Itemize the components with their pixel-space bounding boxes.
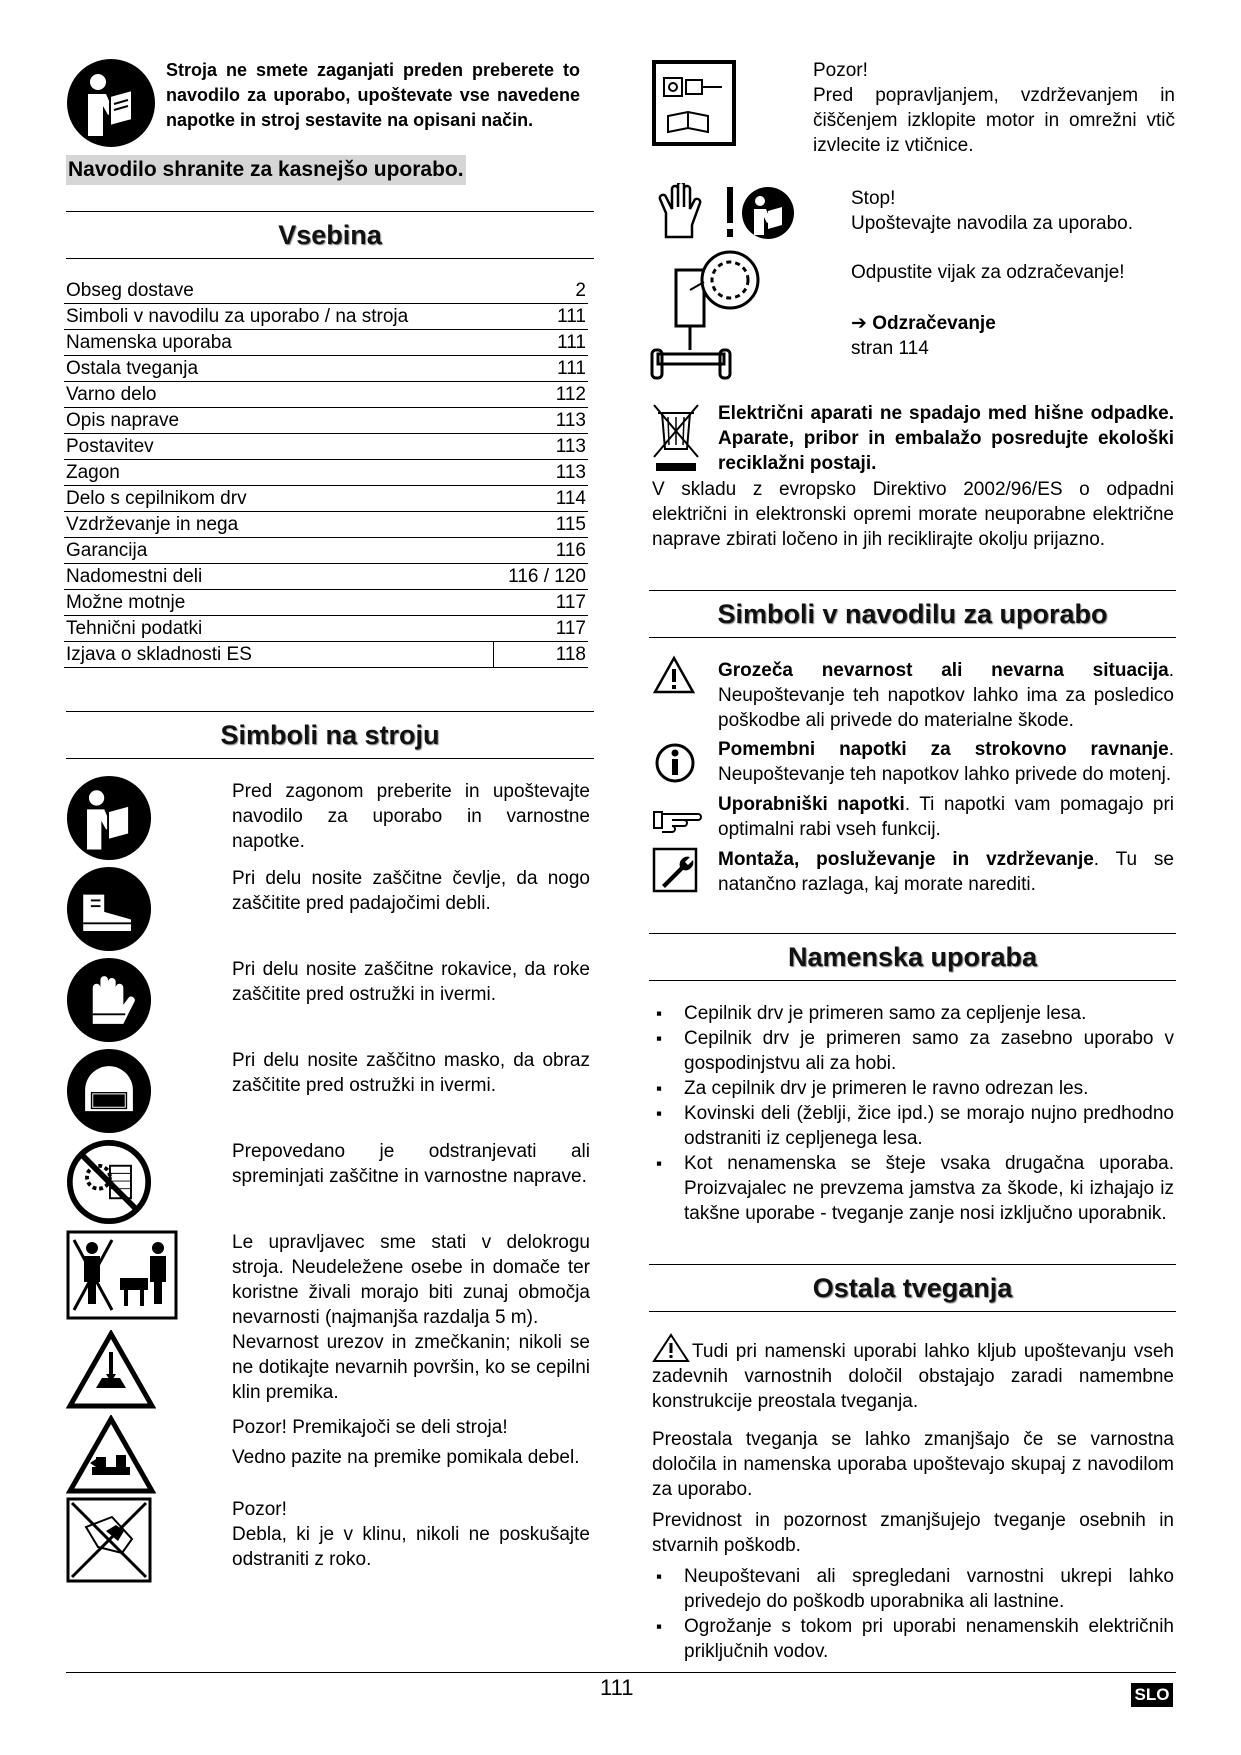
contents-label: Možne motnje bbox=[64, 590, 494, 616]
contents-page: 113 bbox=[494, 460, 589, 486]
intended-use-title: Namenska uporaba bbox=[649, 933, 1176, 981]
area-text: Le upravljavec sme stati v delokrogu stroja. Neudeležene osebe in domače ter koristne živali morajo biti zunaj območja nevarnosti (najmanjša razdalja 5 m). bbox=[232, 1232, 590, 1328]
wedge-text-2: Debla, ki je v klinu, nikoli ne poskušajte odstraniti z roko. bbox=[232, 1524, 590, 1570]
cut-text: Nevarnost urezov in zmečkanin; nikoli se ne dotikajte nevarnih površin, ko se cepilni klin premika. bbox=[232, 1332, 590, 1403]
cut-hazard-icon bbox=[66, 1330, 156, 1410]
contents-row bbox=[64, 434, 588, 460]
contents-row bbox=[64, 356, 588, 382]
list-item: ▪ Kot nenamenska se šteje vsaka drugačna uporaba. Proizvajalec ne prevzema jamstva za škode, ki izhajajo iz takšne uporabe - tveganje zanje nosi izključno uporabnik. bbox=[652, 1151, 1174, 1226]
contents-label: Garancija bbox=[64, 538, 494, 564]
contents-label: Vzdrževanje in nega bbox=[64, 512, 494, 538]
residual-list bbox=[652, 1564, 1174, 1664]
list-item: ▪ Kovinski deli (žeblji, žice ipd.) se morajo nujno predhodno odstraniti iz cepljenega lesa. bbox=[652, 1101, 1174, 1151]
contents-label: Zagon bbox=[64, 460, 494, 486]
gloves-icon bbox=[66, 957, 152, 1043]
weee-bold-text: Električni aparati ne spadajo med hišne odpadke. Aparate, pribor in embalažo posredujte ekološki reciklažni postaji. bbox=[718, 403, 1174, 474]
stop-text-1: Stop! bbox=[851, 188, 896, 209]
contents-label: Nadomestni deli bbox=[64, 564, 494, 590]
shoes-text: Pri delu nosite zaščitne čevlje, da nogo zaščitite pred padajočimi debli. bbox=[232, 868, 590, 914]
manual-symbols-title: Simboli v navodilu za uporabo bbox=[649, 590, 1176, 638]
list-item: ▪ Cepilnik drv je primeren samo za zasebno uporabo v gospodinjstvu ali za hobi. bbox=[652, 1026, 1174, 1076]
unplug-text-1: Pozor! bbox=[813, 60, 868, 81]
contents-label: Obseg dostave bbox=[64, 278, 494, 304]
info-text: Pomembni napotki za strokovno ravnanje. Neupoštevanje teh napotkov lahko privede do motenj. bbox=[718, 739, 1174, 785]
contents-page: 113 bbox=[494, 408, 589, 434]
read-manual-icon bbox=[66, 775, 152, 861]
contents-label: Tehnični podatki bbox=[64, 616, 494, 642]
contents-row bbox=[64, 278, 588, 304]
contents-page: 111 bbox=[494, 304, 589, 330]
weee-bin-icon bbox=[652, 401, 700, 475]
language-badge: SLO bbox=[1131, 1683, 1173, 1707]
list-item: ▪ Za cepilnik drv je primeren le ravno odrezan les. bbox=[652, 1076, 1174, 1101]
symbol-row-no-remove bbox=[66, 1139, 590, 1229]
no-hand-removal-icon bbox=[66, 1497, 152, 1583]
contents-row bbox=[64, 408, 588, 434]
contents-row bbox=[64, 486, 588, 512]
no-remove-guards-icon bbox=[66, 1139, 152, 1225]
contents-page: 118 bbox=[494, 642, 589, 668]
keep-distance-icon bbox=[66, 1230, 178, 1320]
contents-table bbox=[64, 278, 588, 668]
weee-text: V skladu z evropsko Direktivo 2002/96/ES o odpadni električni in elektronski opremi morate neuporabne električne naprave zbirati ločeno in jih reciklirajte okolju prijazno. bbox=[652, 479, 1174, 550]
gloves-text: Pri delu nosite zaščitne rokavice, da roke zaščitite pred ostružki in ivermi. bbox=[232, 959, 590, 1005]
contents-label: Ostala tveganja bbox=[64, 356, 494, 382]
contents-row bbox=[64, 382, 588, 408]
contents-row bbox=[64, 538, 588, 564]
moving-text-1: Pozor! Premikajoči se deli stroja! bbox=[232, 1417, 508, 1438]
contents-page: 111 bbox=[494, 356, 589, 382]
vent-screw-icon bbox=[650, 250, 762, 380]
danger-triangle-icon bbox=[652, 655, 696, 695]
contents-row bbox=[64, 564, 588, 590]
list-item: ▪ Ogrožanje s tokom pri uporabi nenamenskih električnih priključnih vodov. bbox=[652, 1614, 1174, 1664]
wedge-text-1: Pozor! bbox=[232, 1499, 287, 1520]
keep-manual-note: Navodilo shranite za kasnejšo uporabo. bbox=[66, 155, 466, 185]
moving-parts-icon bbox=[66, 1415, 156, 1495]
residual-risks-title: Ostala tveganja bbox=[649, 1264, 1176, 1312]
contents-row bbox=[64, 512, 588, 538]
symbol-row-cut bbox=[66, 1330, 590, 1410]
vent-reference: ➔ Odzračevanje bbox=[851, 313, 996, 334]
contents-row bbox=[64, 590, 588, 616]
intro-warning-text: Stroja ne smete zaganjati preden preberete to navodilo za uporabo, upoštevate vse navedene napotke in stroj sestavite na opisani način. bbox=[166, 60, 580, 130]
contents-label: Opis naprave bbox=[64, 408, 494, 434]
symbol-row-area bbox=[66, 1230, 590, 1330]
stop-text-2: Upoštevajte navodila za uporabo. bbox=[851, 213, 1134, 234]
residual-p3: Previdnost in pozornost zmanjšujejo tveganje osebnih in stvarnih poškodb. bbox=[652, 1510, 1174, 1556]
contents-row bbox=[64, 460, 588, 486]
contents-row bbox=[64, 642, 588, 668]
stop-warning-icons bbox=[656, 183, 796, 243]
contents-page: 2 bbox=[494, 278, 589, 304]
no-remove-text: Prepovedano je odstranjevati ali spreminjati zaščitne in varnostne naprave. bbox=[232, 1141, 590, 1187]
mask-text: Pri delu nosite zaščitno masko, da obraz zaščitite pred ostružki in ivermi. bbox=[232, 1050, 590, 1096]
warning-triangle-icon bbox=[652, 1333, 692, 1361]
contents-title: Vsebina bbox=[66, 211, 594, 259]
vent-page: stran 114 bbox=[851, 338, 929, 359]
intended-use-list bbox=[652, 1001, 1174, 1226]
contents-page: 117 bbox=[494, 590, 589, 616]
vent-text: Odpustite vijak za odzračevanje! bbox=[851, 262, 1125, 283]
list-item: ▪ Cepilnik drv je primeren samo za cepljenje lesa. bbox=[652, 1001, 1174, 1026]
residual-p2: Preostala tveganja se lahko zmanjšajo če se varnostna določila in namenska uporaba upoštevajo skupaj z navodilom za uporabo. bbox=[652, 1429, 1174, 1500]
arrow-right-icon: ➔ bbox=[851, 313, 867, 334]
symbol-row-read-manual bbox=[66, 775, 590, 865]
contents-page: 114 bbox=[494, 486, 589, 512]
unplug-text-2: Pred popravljanjem, vzdrževanjem in čiščenjem izklopite motor in omrežni vtič izvlecite iz vtičnice. bbox=[813, 85, 1175, 156]
read-manual-text: Pred zagonom preberite in upoštevajte navodilo za uporabo in varnostne napotke. bbox=[232, 781, 590, 852]
contents-page: 111 bbox=[494, 330, 589, 356]
wrench-icon bbox=[652, 847, 698, 893]
contents-row bbox=[64, 304, 588, 330]
contents-label: Postavitev bbox=[64, 434, 494, 460]
residual-p1: Tudi pri namenski uporabi lahko kljub upoštevanju vseh zadevnih varnostnih določil obstajajo zaradi namembne konstrukcije preostala tveganja. bbox=[652, 1333, 1174, 1414]
face-mask-icon bbox=[66, 1048, 152, 1134]
page-number: 111 bbox=[600, 1675, 634, 1700]
footer-rule bbox=[66, 1672, 1176, 1673]
contents-label: Varno delo bbox=[64, 382, 494, 408]
moving-text-2: Vedno pazite na premike pomikala debel. bbox=[232, 1447, 580, 1468]
mount-text: Montaža, posluževanje in vzdrževanje. Tu se natančno razlaga, kaj morate narediti. bbox=[718, 849, 1174, 895]
symbol-row-wedge bbox=[66, 1497, 590, 1587]
contents-page: 116 / 120 bbox=[494, 564, 589, 590]
contents-page: 112 bbox=[494, 382, 589, 408]
symbol-row-moving bbox=[66, 1415, 590, 1495]
contents-label: Delo s cepilnikom drv bbox=[64, 486, 494, 512]
contents-label: Simboli v navodilu za uporabo / na stroja bbox=[64, 304, 494, 330]
contents-row bbox=[64, 616, 588, 642]
contents-label: Namenska uporaba bbox=[64, 330, 494, 356]
contents-page: 113 bbox=[494, 434, 589, 460]
contents-page: 116 bbox=[494, 538, 589, 564]
contents-label: Izjava o skladnosti ES bbox=[64, 642, 494, 668]
list-item: ▪ Neupoštevani ali spregledani varnostni ukrepi lahko privedejo do poškodb uporabnika ali lastnine. bbox=[652, 1564, 1174, 1614]
pointing-hand-icon bbox=[652, 804, 702, 834]
user-text: Uporabniški napotki. Ti napotki vam pomagajo pri optimalni rabi vseh funkcij. bbox=[718, 794, 1174, 840]
safety-shoes-icon bbox=[66, 866, 152, 952]
contents-page: 115 bbox=[494, 512, 589, 538]
contents-page: 117 bbox=[494, 616, 589, 642]
contents-row bbox=[64, 330, 588, 356]
symbol-row-gloves bbox=[66, 957, 590, 1047]
symbol-row-mask bbox=[66, 1048, 590, 1138]
machine-symbols-title: Simboli na stroju bbox=[66, 711, 594, 759]
read-manual-icon bbox=[66, 58, 156, 148]
info-icon bbox=[654, 742, 696, 784]
symbol-row-shoes bbox=[66, 866, 590, 956]
danger-text: Grozeča nevarnost ali nevarna situacija. Neupoštevanje teh napotkov lahko ima za posledico poškodbe ali privede do materialne škode. bbox=[718, 660, 1174, 731]
unplug-icon bbox=[652, 60, 736, 146]
